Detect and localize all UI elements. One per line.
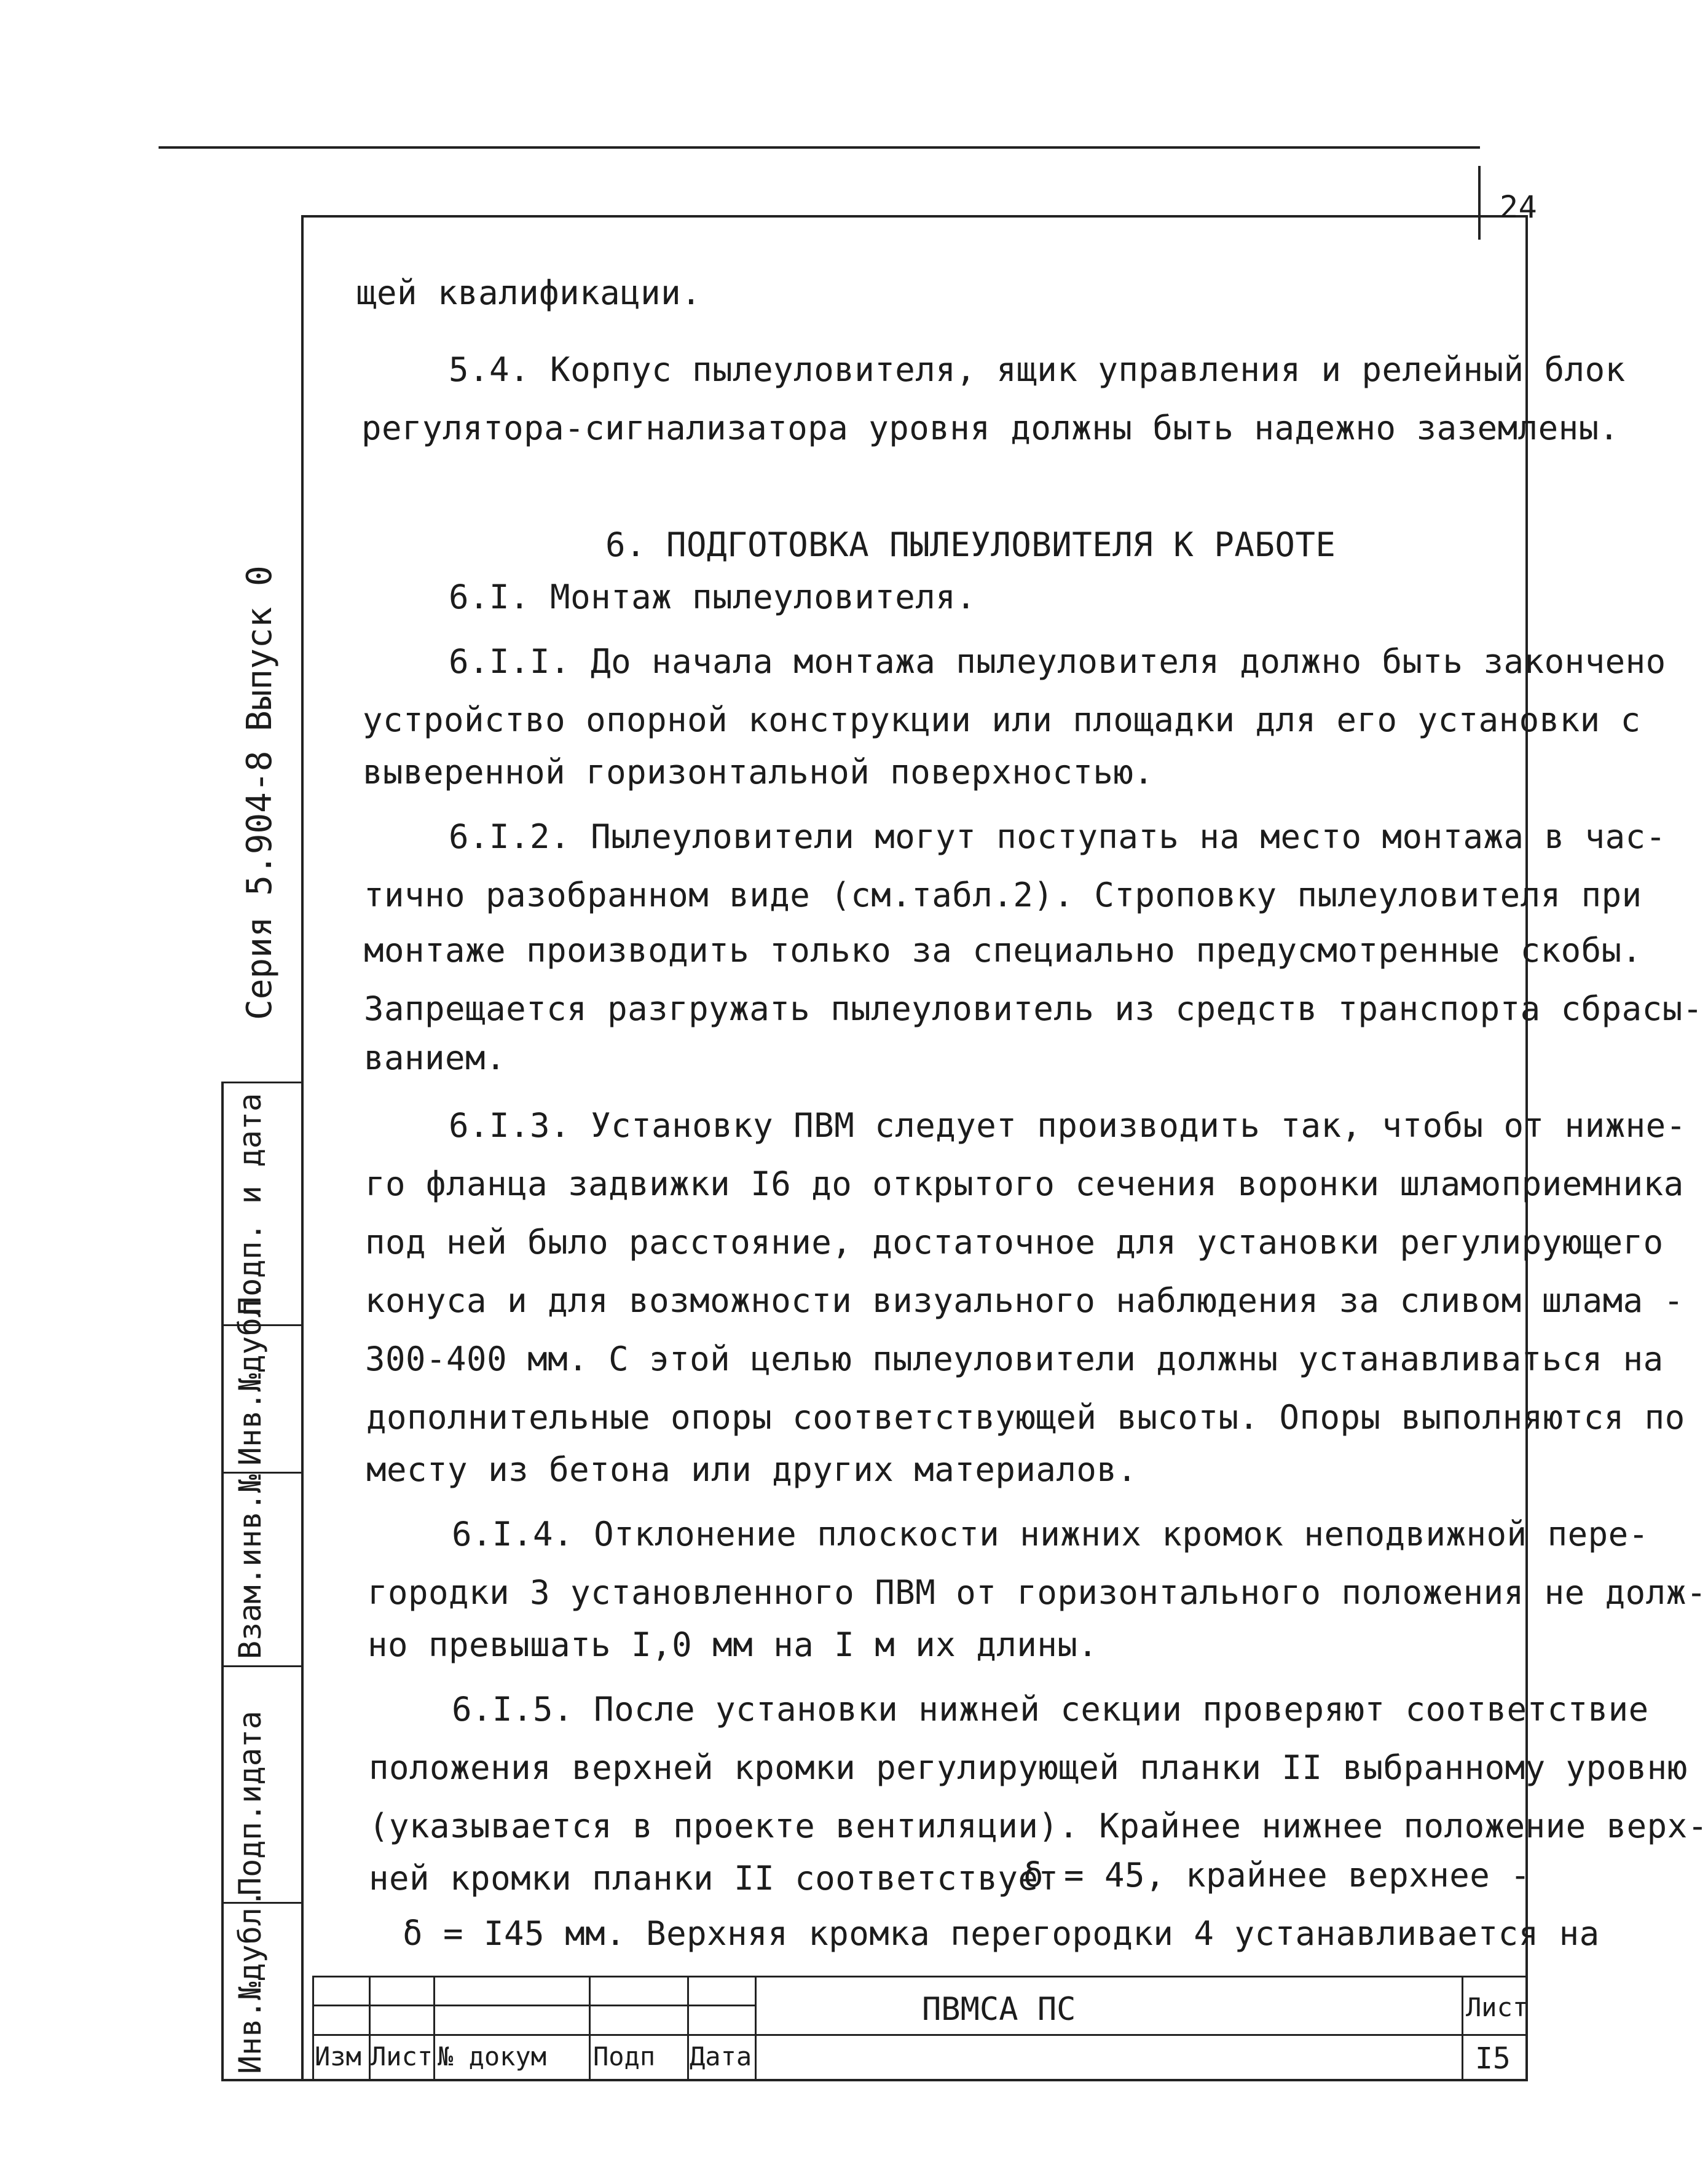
- text-line-16: под ней было расстояние, достаточное для установки регулирующего: [365, 1223, 1664, 1262]
- corner-box-left: [1478, 166, 1481, 240]
- text-line-19: дополнительные опоры соответствующей высоты. Опоры выполняются по: [366, 1398, 1685, 1437]
- tb-col-1: [312, 1976, 314, 2080]
- text-line-1: щей квалификации.: [356, 273, 702, 312]
- frame-bottom: [221, 2079, 1528, 2081]
- col-list: Лист: [371, 2041, 433, 2072]
- stamp-div-1: [221, 1082, 304, 1083]
- stamp-inv-dup: Инв.№дубл.: [232, 1280, 268, 1466]
- text-line-11: монтаже производить только за специально предусмотренные скобы.: [364, 931, 1642, 970]
- text-line-17: конуса и для возможности визуального наблюдения за сливом шлама -: [365, 1281, 1684, 1320]
- col-sign: Подп: [593, 2041, 656, 2072]
- text-line-13: ванием.: [364, 1039, 506, 1077]
- col-doc: № докум: [438, 2041, 547, 2072]
- stamp-div-4: [221, 1665, 304, 1667]
- text-line-26: (указывается в проекте вентиляции). Крайнее нижнее положение верх-: [369, 1807, 1708, 1845]
- frame-right: [1525, 215, 1528, 2081]
- stamp-sign-date-2: Подп.идата: [232, 1710, 268, 1896]
- text-line-20: месту из бетона или других материалов.: [366, 1450, 1138, 1489]
- tb-row-2: [312, 2034, 1525, 2036]
- text-line-27b: δ = 45, крайнее верхнее -: [1023, 1856, 1531, 1895]
- text-line-24: 6.I.5. После установки нижней секции проверяют соответствие: [452, 1690, 1649, 1729]
- col-date: Дата: [690, 2041, 752, 2072]
- text-line-28: δ = I45 мм. Верхняя кромка перегородки 4 устанавливается на: [403, 1914, 1600, 1953]
- issue-label: Выпуск 0: [240, 565, 280, 731]
- stamp-col-left: [221, 1082, 224, 2081]
- page-number-corner: 24: [1500, 189, 1538, 225]
- section-heading: 6. ПОДГОТОВКА ПЫЛЕУЛОВИТЕЛЯ К РАБОТЕ: [605, 525, 1336, 564]
- top-rule: [159, 146, 1480, 149]
- text-line-23: но превышать I,0 мм на I м их длины.: [368, 1625, 1098, 1664]
- text-line-25: положения верхней кромки регулирующей планки II выбранному уровню: [369, 1748, 1688, 1787]
- tb-top: [312, 1976, 1525, 1977]
- stamp-div-3: [221, 1472, 304, 1474]
- designation: ПВМСА ПС: [922, 1991, 1076, 2028]
- text-line-5: 6.I. Монтаж пылеуловителя.: [449, 578, 977, 616]
- text-line-14: 6.I.3. Установку ПВМ следует производить так, чтобы от нижне-: [449, 1106, 1686, 1145]
- frame-left: [301, 215, 304, 2081]
- text-line-22: городки 3 установленного ПВМ от горизонтального положения не долж-: [368, 1573, 1707, 1612]
- stamp-replace-inv: Взам.инв.№: [232, 1474, 268, 1659]
- tb-col-3: [433, 1976, 435, 2080]
- stamp-sign-date: Подп. и дата: [232, 1093, 268, 1315]
- frame-top: [301, 215, 1525, 218]
- tb-col-5: [687, 1976, 689, 2080]
- text-line-27: ней кромки планки II соответствует: [369, 1859, 1059, 1898]
- stamp-inv-dup-2: Инв.№дубл.: [232, 1888, 268, 2074]
- tb-col-6: [755, 1976, 757, 2080]
- text-line-10: тично разобранном виде (см.табл.2). Строповку пылеуловителя при: [364, 876, 1642, 914]
- text-line-7: устройство опорной конструкции или площадки для его установки с: [363, 701, 1641, 739]
- text-line-6: 6.I.I. До начала монтажа пылеуловителя должно быть закончено: [449, 642, 1666, 681]
- text-line-9: 6.I.2. Пылеуловители могут поступать на место монтажа в час-: [449, 817, 1666, 856]
- text-line-18: 300-400 мм. С этой целью пылеуловители должны устанавливаться на: [365, 1340, 1664, 1378]
- tb-col-4: [589, 1976, 591, 2080]
- text-line-21: 6.I.4. Отклонение плоскости нижних кромок неподвижной пере-: [452, 1515, 1649, 1553]
- text-line-8: выверенной горизонтальной поверхностью.: [363, 753, 1154, 791]
- sheet-number: I5: [1475, 2041, 1511, 2076]
- col-izm: Изм: [315, 2041, 361, 2072]
- text-line-12: Запрещается разгружать пылеуловитель из средств транспорта сбрасы-: [364, 989, 1703, 1028]
- text-line-2: 5.4. Корпус пылеуловителя, ящик управления и релейный блок: [449, 350, 1626, 389]
- text-line-3: регулятора-сигнализатора уровня должны быть надежно заземлены.: [361, 409, 1619, 447]
- series-label: Серия 5.904-8: [240, 750, 280, 1020]
- tb-col-7: [1462, 1976, 1463, 2080]
- sheet-label: Лист: [1466, 1992, 1529, 2022]
- text-line-15: го фланца задвижки I6 до открытого сечения воронки шламоприемника: [365, 1164, 1684, 1203]
